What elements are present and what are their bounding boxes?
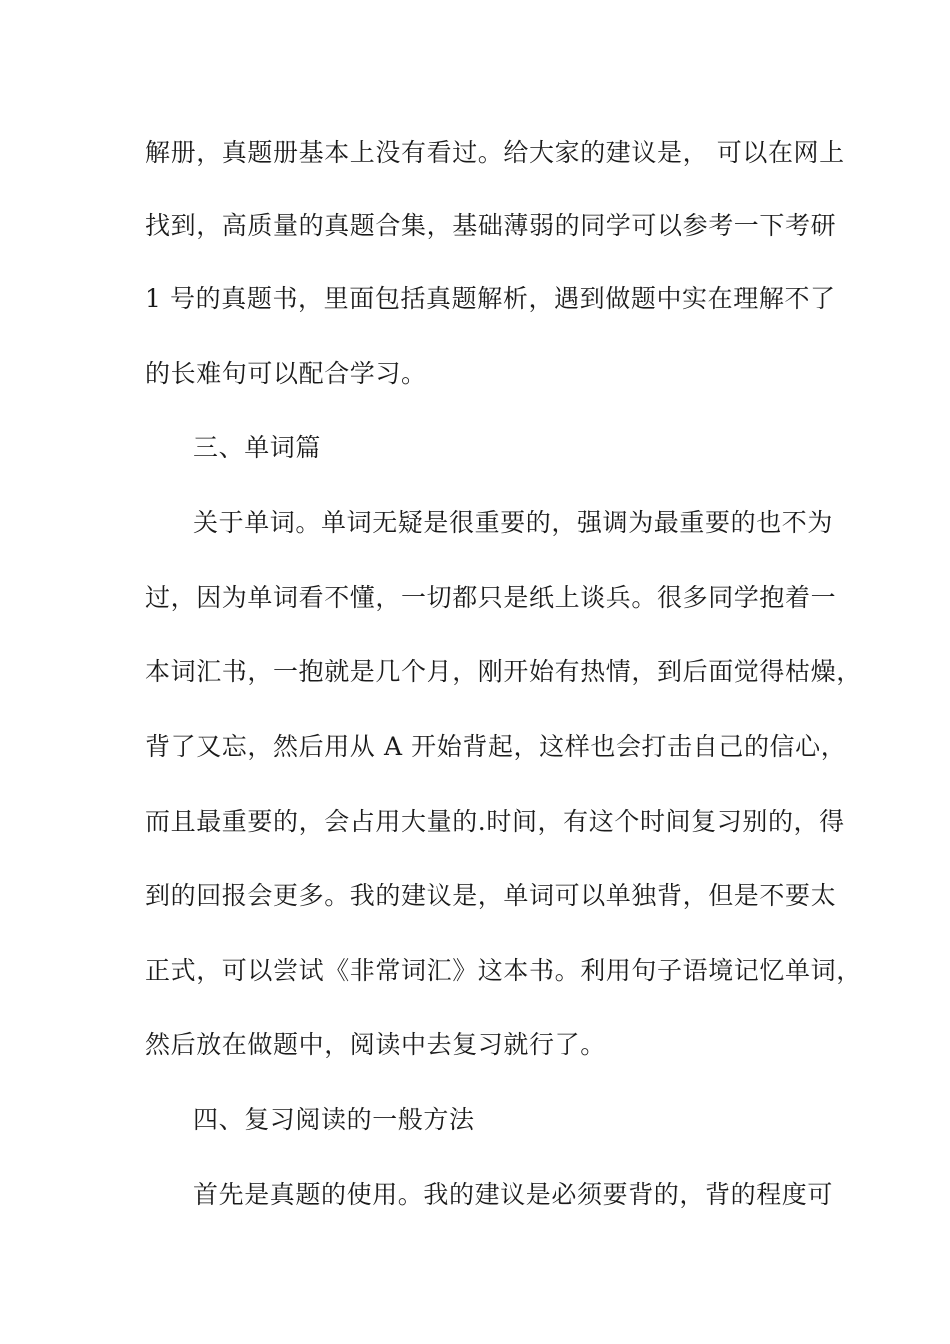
paragraph-line: 过，因为单词看不懂，一切都只是纸上谈兵。很多同学抱着一 — [145, 583, 837, 612]
paragraph-line: 首先是真题的使用。我的建议是必须要背的，背的程度可 — [193, 1180, 834, 1209]
paragraph-line: 而且最重要的，会占用大量的.时间，有这个时间复习别的，得 — [145, 807, 845, 836]
paragraph-line: 然后放在做题中，阅读中去复习就行了。 — [145, 1030, 606, 1059]
section-heading-reading-methods: 四、复习阅读的一般方法 — [193, 1105, 475, 1134]
paragraph-line: 的长难句可以配合学习。 — [145, 359, 427, 388]
section-heading-vocabulary: 三、单词篇 — [193, 433, 322, 462]
paragraph-line: 正式，可以尝试《非常词汇》这本书。利用句子语境记忆单词， — [145, 956, 862, 985]
paragraph-line: 找到，高质量的真题合集，基础薄弱的同学可以参考一下考研 — [145, 211, 837, 240]
paragraph-line: 背了又忘，然后用从 A 开始背起，这样也会打击自己的信心， — [145, 732, 847, 761]
paragraph-line: 1 号的真题书，里面包括真题解析，遇到做题中实在理解不了 — [145, 284, 836, 313]
paragraph-line: 到的回报会更多。我的建议是，单词可以单独背，但是不要太 — [145, 881, 837, 910]
paragraph-line: 解册，真题册基本上没有看过。给大家的建议是， 可以在网上 — [145, 138, 845, 167]
paragraph-line: 本词汇书，一抱就是几个月，刚开始有热情，到后面觉得枯燥， — [145, 657, 862, 686]
paragraph-line: 关于单词。单词无疑是很重要的，强调为最重要的也不为 — [193, 508, 834, 537]
